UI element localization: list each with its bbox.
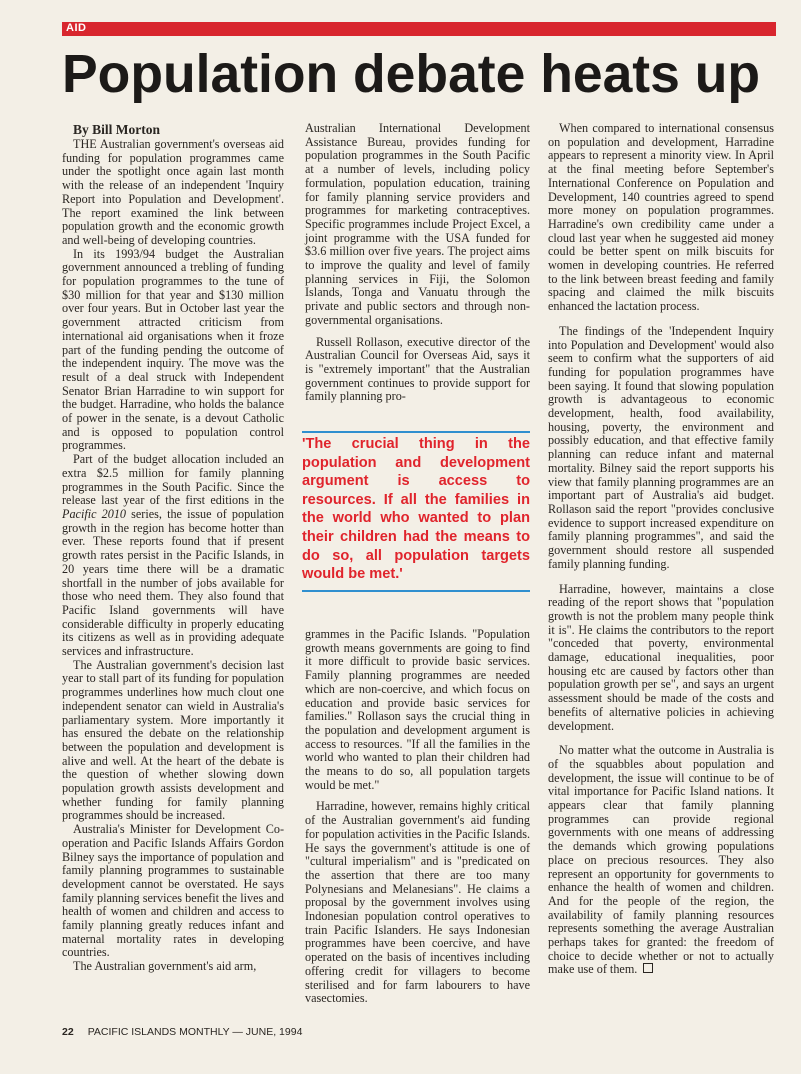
text-run: Part of the budget allocation included an extra $2.5 million for family planning programmes in the South Pacific. Since the release last year of the first editions in the bbox=[62, 452, 284, 508]
paragraph: Harradine, however, remains highly critical of the Australian government's aid funding for population activities in the Pacific Islands. He says the government's attitude is one of "cultural imperialism" and is "predicated on the assertion that there are too many Polynesians and Melanesians". He claims a proposal by the government involves using Indonesian population control operatives to train Pacific Islanders. He says Indonesian programmes have been coercive, and have operated on the basis of incentives including offering credit for villagers to become sterilised and for farm labourers to have vasectomies. bbox=[305, 799, 530, 1006]
section-bar bbox=[62, 22, 776, 36]
column-1 bbox=[62, 122, 284, 974]
footer bbox=[62, 1026, 302, 1038]
byline: By Bill Morton bbox=[73, 122, 160, 137]
end-of-article-mark bbox=[643, 963, 653, 973]
paragraph: The findings of the 'Independent Inquiry into Population and Development' would also seem to confirm what the supporters of aid funding for population programmes have been saying. It found that slowing population growth is advantageous to economic development, health, food availability, housing, poverty, the environment and possibly education, and that effective family planning can reduce infant and maternal mortality. Bilney said the report supports his view that family planning programmes are an important part of Australia's aid budget. Rollason said the report "provides conclusive evidence to support increased expenditure on family planning programmes", and said the government should restore all suspended family planning funding. bbox=[548, 323, 774, 571]
page-number: 22 bbox=[62, 1026, 74, 1038]
publication-line: PACIFIC ISLANDS MONTHLY — JUNE, 1994 bbox=[87, 1026, 303, 1038]
pull-quote bbox=[302, 431, 530, 592]
column-2-bottom bbox=[305, 628, 530, 1006]
pull-quote-text: 'The crucial thing in the population and development argument is access to resources. If all the families in the world who wanted to plan their children had the means to do so, all population targets would be met.' bbox=[302, 436, 530, 583]
paragraph: grammes in the Pacific Islands. "Population growth means governments are going to find it more difficult to provide basic services. Family planning programmes are needed which are non-coercive, and which focus on education and provide basic services for families." Rollason says the crucial thing in the population and development argument is access to resources. "If all the families in the world who wanted to plan their children had the means to do so, all population targets would be met." bbox=[305, 627, 530, 792]
paragraph: Australian International Development Assistance Bureau, provides funding for population programmes in the South Pacific at a number of levels, including policy formulation, population education, training for family planning service providers and programmes for marketing contraceptives. Specific programmes include Project Excel, a joint programme with the USA funded for $3.6 million over five years. The project aims to improve the quality and level of family planning services in Fiji, the Solomon Islands, Tonga and Vanuatu through the private and public sectors and through non-governmental organisations. bbox=[305, 121, 530, 327]
section-label: AID bbox=[66, 22, 87, 34]
paragraph: Harradine, however, maintains a close reading of the report shows that "population growth is not the problem many people think it is". He claims the contributors to the report "conceded that poverty, environmental damage, educational inequalities, poor housing etc are caused by factors other than population growth per se", and says an urgent assessment should be made of the costs and benefits of alternative policies in achieving development. bbox=[548, 581, 774, 733]
paragraph bbox=[62, 453, 284, 659]
headline: Population debate heats up bbox=[62, 44, 761, 104]
paragraph: When compared to international consensus on population and development, Harradine appears to represent a minority view. In April at the final meeting before September's International Conference on Population and Development, 140 countries agreed to spend more money on population programmes. Harradine's own credibility came under a cloud last year when he suggested aid money could be better spent on milk biscuits for women in developing countries. He referred to the link between breast feeding and family spacing and claimed the milk biscuits enhanced the lactation process. bbox=[548, 121, 774, 314]
paragraph: Australia's Minister for Development Co-operation and Pacific Islands Affairs Gordon Bilney says the importance of population and family planning programmes to sustainable development cannot be overstated. He says family planning services benefit the lives and health of women and children and access to family planning greatly reduces infant and maternal mortality rates in developing countries. bbox=[62, 822, 284, 960]
paragraph: Russell Rollason, executive director of the Australian Council for Overseas Aid, says it is "extremely important" that the Australian government continues to provide support for family planning pro- bbox=[305, 334, 530, 404]
paragraph: In its 1993/94 budget the Australian government announced a trebling of funding for population programmes to the tune of $30 million for that year and $130 million over four years. But in October last year the government attracted criticism from international aid organisations when it froze part of the funding pending the outcome of the independent inquiry. The move was the result of a deal struck with Independent Senator Brian Harradine to win support for the budget. Harradine, who holds the balance of power in the senate, is a devout Catholic and is opposed to population control programmes. bbox=[62, 246, 284, 453]
paragraph: The Australian government's aid arm, bbox=[73, 959, 257, 974]
series-title: Pacific 2010 bbox=[62, 506, 127, 521]
column-2-top bbox=[305, 122, 530, 404]
column-3 bbox=[548, 122, 774, 977]
paragraph: The Australian government's decision last year to stall part of its funding for population programmes underlines how much clout one independent senator can wield in Australia's parliamentary system. More importantly it has ensured the debate on the relationship between the population and development is alive and well. At the heart of the debate is the question of whether slowing down population growth assists development and whether funding for family planning programmes should be increased. bbox=[62, 657, 284, 823]
paragraph: THE Australian government's overseas aid funding for population programmes came under the spotlight once again last month with the release of an independent 'Inquiry Report into Population and Development'. The report examined the link between population growth and the economic growth and well-being of developing countries. bbox=[62, 137, 284, 247]
text-run: series, the issue of population growth in the region has become hotter than ever. These reports found that if present growth rates persist in the Pacific Islands, in 20 years time there will be a dramatic shortfall in the number of jobs available for those who need them. They also found that Pacific Island governments will have considerable difficulty in properly educating its citizens as well as in providing adequate services and infrastructure. bbox=[62, 506, 285, 659]
paragraph bbox=[548, 744, 774, 977]
text-run: No matter what the outcome in Australia is of the squabbles about population and development, the issue will continue to be of vital importance for Pacific Island nations. It appears clear that family planning programmes can provide regional governments with one means of addressing the demands which growing populations place on precious resources. They also represent an opportunity for governments to enhance the health of women and children. And for the people of the region, the availability of family planning resources represents something the average Australian perhaps takes for granted: the freedom of choice to decide whether or not to actually make use of them. bbox=[548, 743, 774, 977]
